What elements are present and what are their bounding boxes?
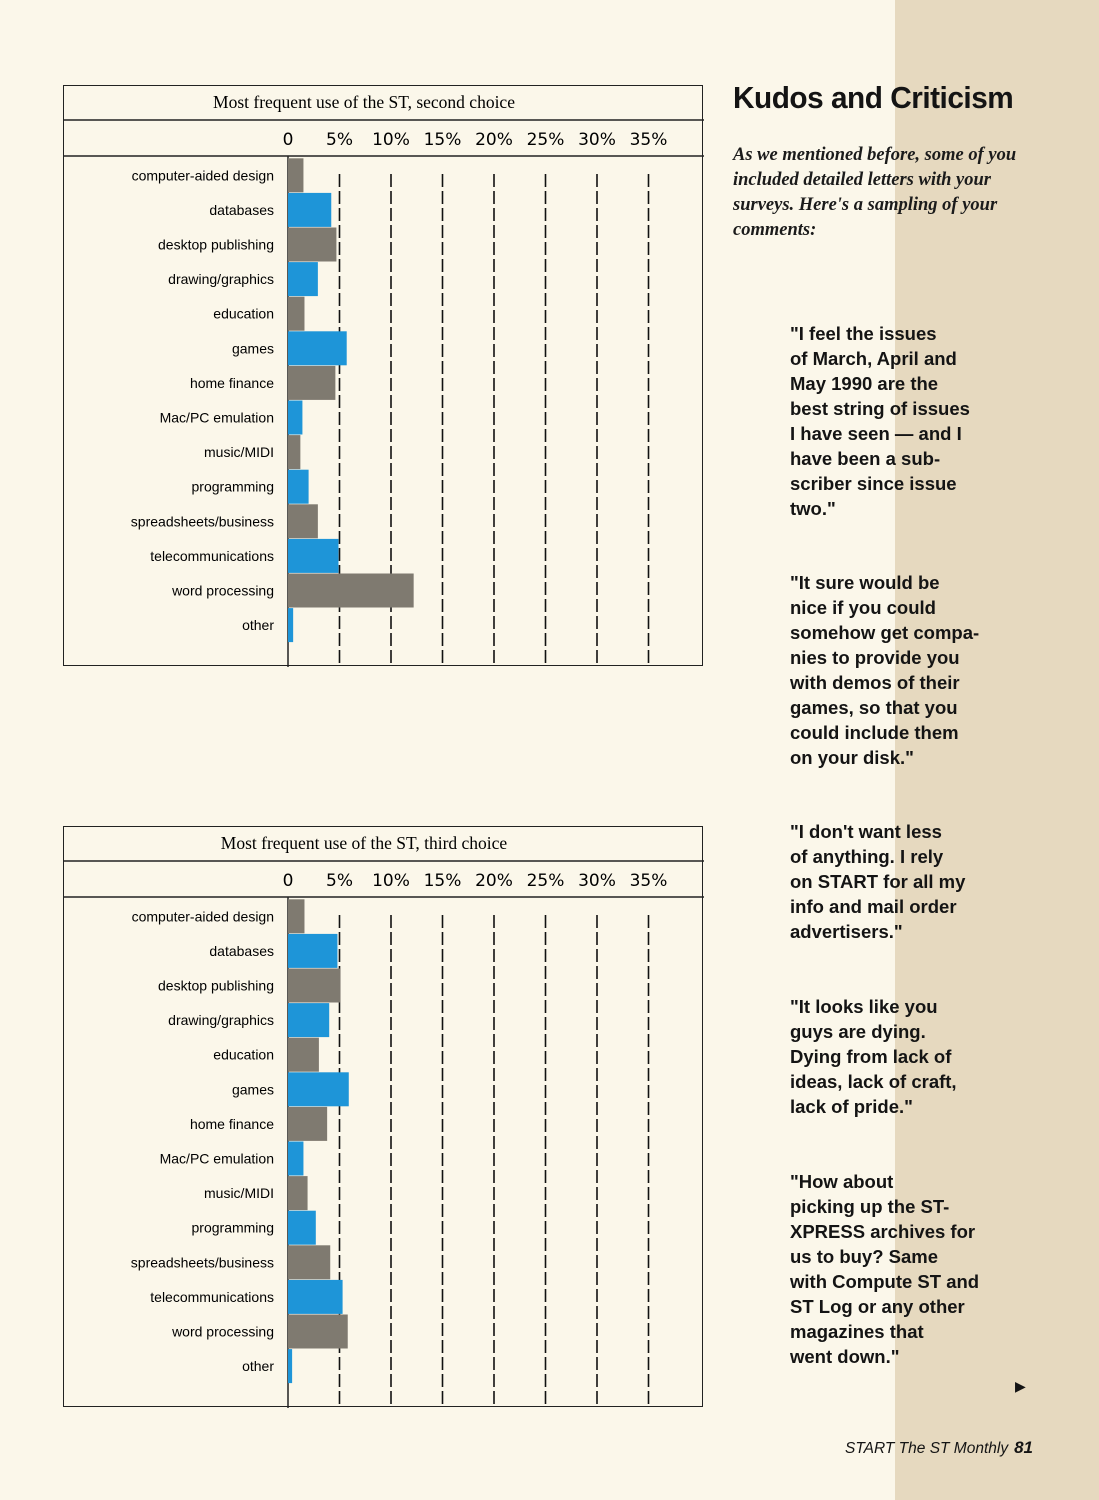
x-tick-label: 10% bbox=[372, 871, 410, 891]
reader-quote: "I feel the issues of March, April and May 1990 are the best string of issues I have seen — and I have been a sub- scriber since issue two." bbox=[790, 323, 970, 519]
bar bbox=[288, 158, 303, 192]
bar bbox=[288, 435, 300, 469]
bar bbox=[288, 1349, 292, 1383]
chart-title: Most frequent use of the ST, second choice bbox=[213, 92, 515, 112]
x-tick-label: 30% bbox=[578, 130, 616, 150]
bar bbox=[288, 331, 347, 365]
category-label: telecommunications bbox=[150, 1288, 274, 1305]
category-label: word processing bbox=[172, 582, 274, 599]
x-tick-label: 35% bbox=[629, 871, 668, 891]
chart-second-choice bbox=[63, 85, 703, 666]
x-tick-label: 30% bbox=[578, 871, 616, 891]
category-label: drawing/graphics bbox=[168, 1012, 274, 1029]
bar bbox=[288, 1211, 316, 1245]
category-label: desktop publishing bbox=[158, 977, 274, 994]
category-label: home finance bbox=[189, 1115, 274, 1132]
publication-name: START The ST Monthly bbox=[845, 1440, 1009, 1457]
bar bbox=[288, 1142, 303, 1176]
bar bbox=[288, 470, 309, 504]
chart-third-choice bbox=[63, 826, 703, 1407]
continue-arrow-icon: ▶ bbox=[1015, 1378, 1026, 1394]
x-tick-label: 0 bbox=[282, 871, 294, 891]
category-label: programming bbox=[191, 1219, 274, 1236]
bar bbox=[288, 969, 341, 1003]
bar bbox=[288, 366, 335, 400]
article-heading: Kudos and Criticism bbox=[733, 80, 1014, 115]
x-tick-label: 15% bbox=[423, 871, 462, 891]
category-label: Mac/PC emulation bbox=[159, 1150, 274, 1167]
bar bbox=[288, 1245, 330, 1279]
category-label: other bbox=[242, 617, 274, 634]
bar bbox=[288, 1315, 348, 1349]
x-tick-label: 35% bbox=[629, 130, 668, 150]
category-label: computer-aided design bbox=[131, 908, 274, 925]
bar bbox=[288, 193, 331, 227]
category-label: education bbox=[213, 305, 274, 322]
bar bbox=[288, 262, 318, 296]
category-label: games bbox=[231, 1081, 274, 1098]
x-tick-label: 5% bbox=[326, 871, 353, 891]
bar bbox=[288, 504, 318, 538]
category-label: computer-aided design bbox=[131, 167, 274, 184]
reader-quote: "It sure would be nice if you could somehow get compa- nies to provide you with demos of their games, so that you could include them on your disk." bbox=[790, 572, 980, 768]
x-tick-label: 20% bbox=[475, 130, 513, 150]
chart-title: Most frequent use of the ST, third choice bbox=[220, 833, 508, 853]
bar bbox=[288, 539, 338, 573]
category-label: drawing/graphics bbox=[168, 271, 274, 288]
x-tick-label: 5% bbox=[326, 130, 353, 150]
reader-quote: "I don't want less of anything. I rely on START for all my info and mail order advertisers." bbox=[790, 821, 966, 942]
bar bbox=[288, 228, 336, 262]
page-number: 81 bbox=[1014, 1438, 1034, 1457]
bar bbox=[288, 1038, 319, 1072]
category-label: music/MIDI bbox=[204, 444, 274, 461]
category-label: desktop publishing bbox=[158, 236, 274, 253]
bar bbox=[288, 899, 304, 933]
category-label: Mac/PC emulation bbox=[159, 409, 274, 426]
x-tick-label: 25% bbox=[526, 871, 565, 891]
bar bbox=[288, 297, 304, 331]
bar bbox=[288, 1072, 349, 1106]
page-footer bbox=[845, 1438, 1033, 1458]
bar bbox=[288, 934, 337, 968]
reader-quote: "It looks like you guys are dying. Dying from lack of ideas, lack of craft, lack of pride." bbox=[790, 996, 957, 1117]
category-label: word processing bbox=[172, 1323, 274, 1340]
category-label: education bbox=[213, 1046, 274, 1063]
category-label: music/MIDI bbox=[204, 1185, 274, 1202]
chart-third-choice-svg bbox=[64, 827, 704, 1408]
x-tick-label: 20% bbox=[475, 871, 513, 891]
x-tick-label: 0 bbox=[282, 130, 294, 150]
bar bbox=[288, 1176, 308, 1210]
x-tick-label: 15% bbox=[423, 130, 462, 150]
category-label: spreadsheets/business bbox=[130, 513, 274, 530]
bar bbox=[288, 1003, 329, 1037]
article-intro: As we mentioned before, some of you included detailed letters with your surveys. Here's a sampling of your comments: bbox=[733, 145, 1017, 240]
chart-second-choice-svg bbox=[64, 86, 704, 667]
category-label: spreadsheets/business bbox=[130, 1254, 274, 1271]
x-tick-label: 10% bbox=[372, 130, 410, 150]
bar bbox=[288, 1280, 343, 1314]
reader-quote: "How about picking up the ST- XPRESS archives for us to buy? Same with Compute ST and ST Log or any other magazines that went down." bbox=[790, 1171, 980, 1367]
category-label: other bbox=[242, 1358, 274, 1375]
category-label: telecommunications bbox=[150, 547, 274, 564]
bar bbox=[288, 574, 414, 608]
category-label: databases bbox=[209, 201, 274, 218]
category-label: databases bbox=[209, 942, 274, 959]
category-label: games bbox=[231, 340, 274, 357]
category-label: home finance bbox=[189, 374, 274, 391]
x-tick-label: 25% bbox=[526, 130, 565, 150]
category-label: programming bbox=[191, 478, 274, 495]
bar bbox=[288, 608, 293, 642]
bar bbox=[288, 1107, 327, 1141]
bar bbox=[288, 401, 302, 435]
